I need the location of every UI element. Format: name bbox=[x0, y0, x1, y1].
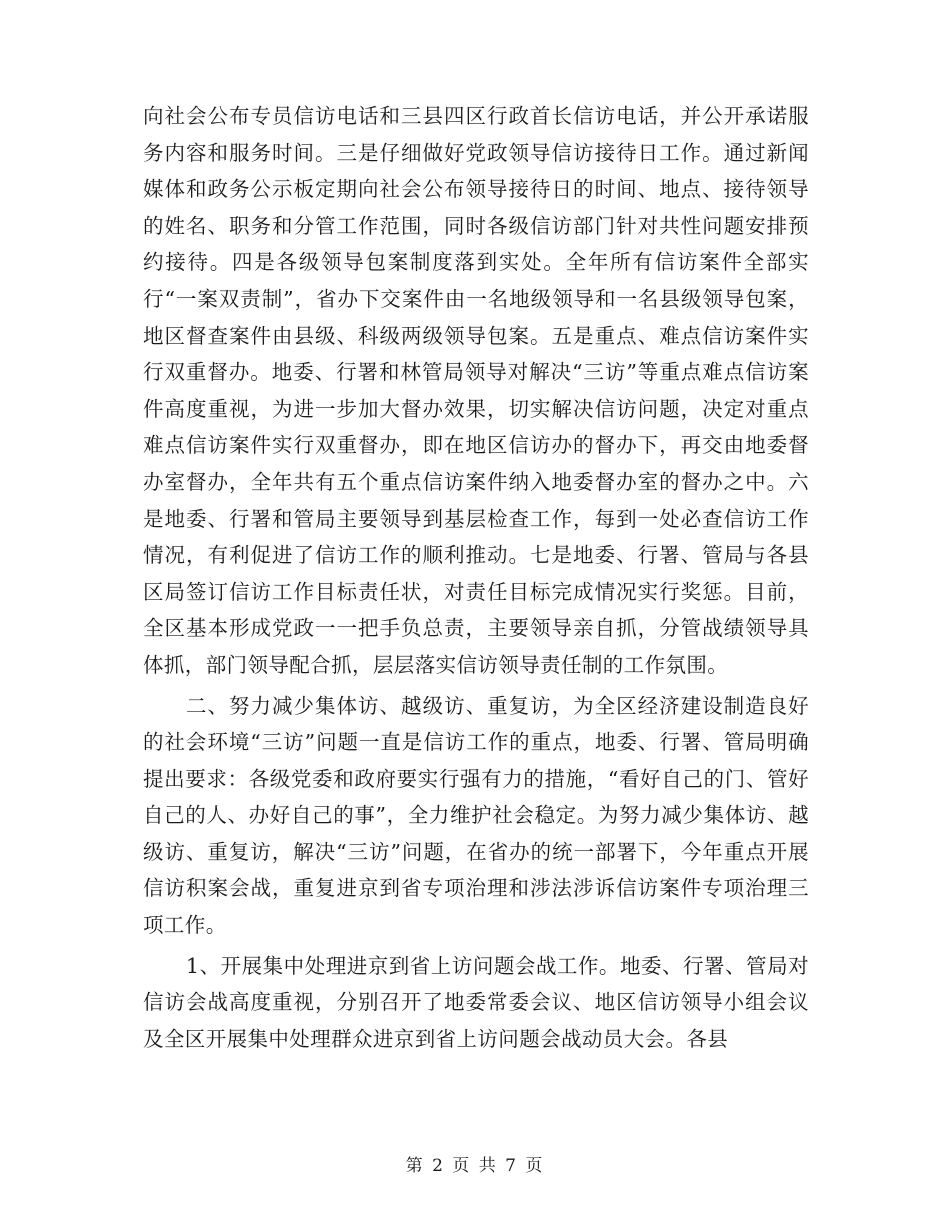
paragraph-2: 二、努力减少集体访、越级访、重复访，为全区经济建设制造良好的社会环境“三访”问题一直是信访工作的重点，地委、行署、管局明确提出要求：各级党委和政府要实行强有力的措施，“看好自己的门、管好自己的人、办好自己的事”，全力维护社会稳定。为努力减少集体访、越级访、重复访，解决“三访”问题，在省办的统一部署下，今年重点开展信访积案会战，重复进京到省专项治理和涉法涉诉信访案件专项治理三项工作。 bbox=[143, 693, 809, 938]
paragraph-3: 1、开展集中处理进京到省上访问题会战工作。地委、行署、管局对信访会战高度重视，分别召开了地委常委会议、地区信访领导小组会议及全区开展集中处理群众进京到省上访问题会战动员大会。各县 bbox=[143, 953, 809, 1051]
page-number-footer: 第 2 页 共 7 页 bbox=[405, 1156, 545, 1176]
document-body bbox=[143, 98, 809, 1057]
paragraph-1: 向社会公布专员信访电话和三县四区行政首长信访电话，并公开承诺服务内容和服务时间。三是仔细做好党政领导信访接待日工作。通过新闻媒体和政务公示板定期向社会公布领导接待日的时间、地点、接待领导的姓名、职务和分管工作范围，同时各级信访部门针对共性问题安排预约接待。四是各级领导包案制度落到实处。全年所有信访案件全部实行“一案双责制”，省办下交案件由一名地级领导和一名县级领导包案，地区督查案件由县级、科级两级领导包案。五是重点、难点信访案件实行双重督办。地委、行署和林管局领导对解决“三访”等重点难点信访案件高度重视，为进一步加大督办效果，切实解决信访问题，决定对重点难点信访案件实行双重督办，即在地区信访办的督办下，再交由地委督办室督办，全年共有五个重点信访案件纳入地委督办室的督办之中。六是地委、行署和管局主要领导到基层检查工作，每到一处必查信访工作情况，有利促进了信访工作的顺利推动。七是地委、行署、管局与各县区局签订信访工作目标责任状，对责任目标完成情况实行奖惩。目前，全区基本形成党政一一把手负总责，主要领导亲自抓，分管战绩领导具体抓，部门领导配合抓，层层落实信访领导责任制的工作氛围。 bbox=[143, 104, 809, 677]
